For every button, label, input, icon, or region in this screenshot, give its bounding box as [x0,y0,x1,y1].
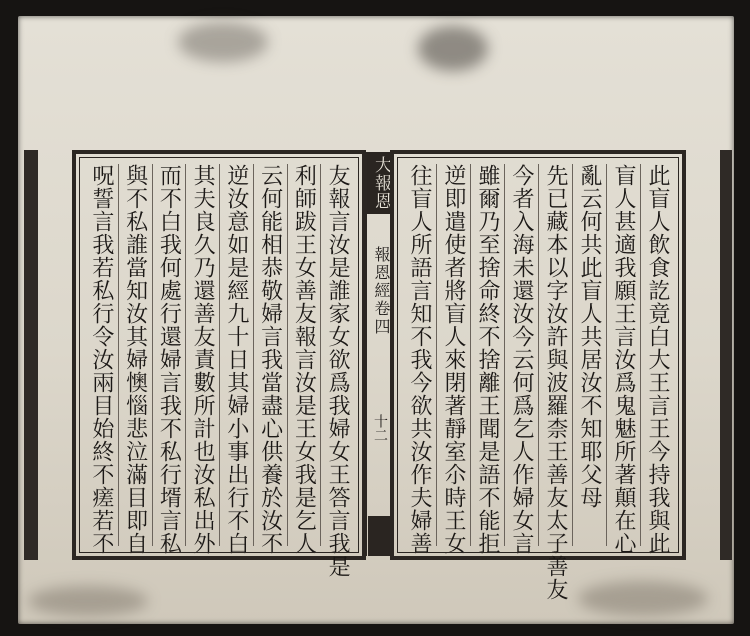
left-page-frame [72,150,366,578]
fold-banner [367,152,391,214]
text-column: 先已藏本以字汝許與波羅柰王善友太子善友 [543,164,568,601]
text-column: 逆即遣使者將盲人來閉著靜室尒時王女 [441,164,466,555]
page-number: 十二 [372,414,388,442]
center-fold [366,152,392,556]
column-rule [287,164,288,546]
column-rule [504,164,505,546]
text-column: 利師跋王女善友報言汝是王女我是乞人 [291,164,317,555]
column-rule [606,164,607,546]
left-edge-strip [24,150,38,560]
column-rule [185,164,186,546]
text-column: 盲人甚適我願王言汝爲鬼魅所著顛在心 [611,164,636,555]
text-column: 其夫良久乃還善友責數所計也汝私出外 [190,164,216,555]
text-column: 呪誓言我若私行令汝兩目始終不瘥若不 [88,164,114,555]
column-rule [152,164,153,546]
stain-mark [178,22,268,62]
column-rule [572,164,573,546]
column-rule [640,164,641,546]
column-rule [436,164,437,546]
text-column: 今者入海未還汝今云何爲乞人作婦女言 [509,164,534,555]
column-rule [253,164,254,546]
column-rule [219,164,220,546]
column-rule [118,164,119,546]
volume-title: 報恩經卷四 [372,246,391,336]
column-rule [320,164,321,546]
fold-block [368,516,390,556]
right-edge-strip [720,150,732,560]
text-column: 往盲人所語言知不我今欲共汝作夫婦善 [407,164,432,555]
banner-text: 大報恩 [371,156,391,210]
right-page-frame [390,150,686,601]
text-column: 而不白我何處行還婦言我不私行壻言私 [156,164,182,555]
text-column: 亂云何共此盲人共居汝不知耶父母 [577,164,602,509]
column-rule [470,164,471,546]
column-rule [538,164,539,546]
stain-mark [578,581,708,616]
text-column: 與不私誰當知汝其婦懊惱悲泣滿目即自 [122,164,148,555]
text-column: 雖爾乃至捨命終不捨離王聞是語不能拒 [475,164,500,555]
text-column: 友報言汝是誰家女欲爲我婦女王答言我是 [325,164,351,578]
text-column: 逆汝意如是經九十日其婦小事出行不白 [223,164,249,555]
stain-mark [28,586,148,616]
stain-mark [418,26,488,71]
text-column: 此盲人飲食訖竟白大王言王今持我與此 [645,164,670,555]
text-column: 云何能相恭敬婦言我當盡心供養於汝不 [257,164,283,555]
